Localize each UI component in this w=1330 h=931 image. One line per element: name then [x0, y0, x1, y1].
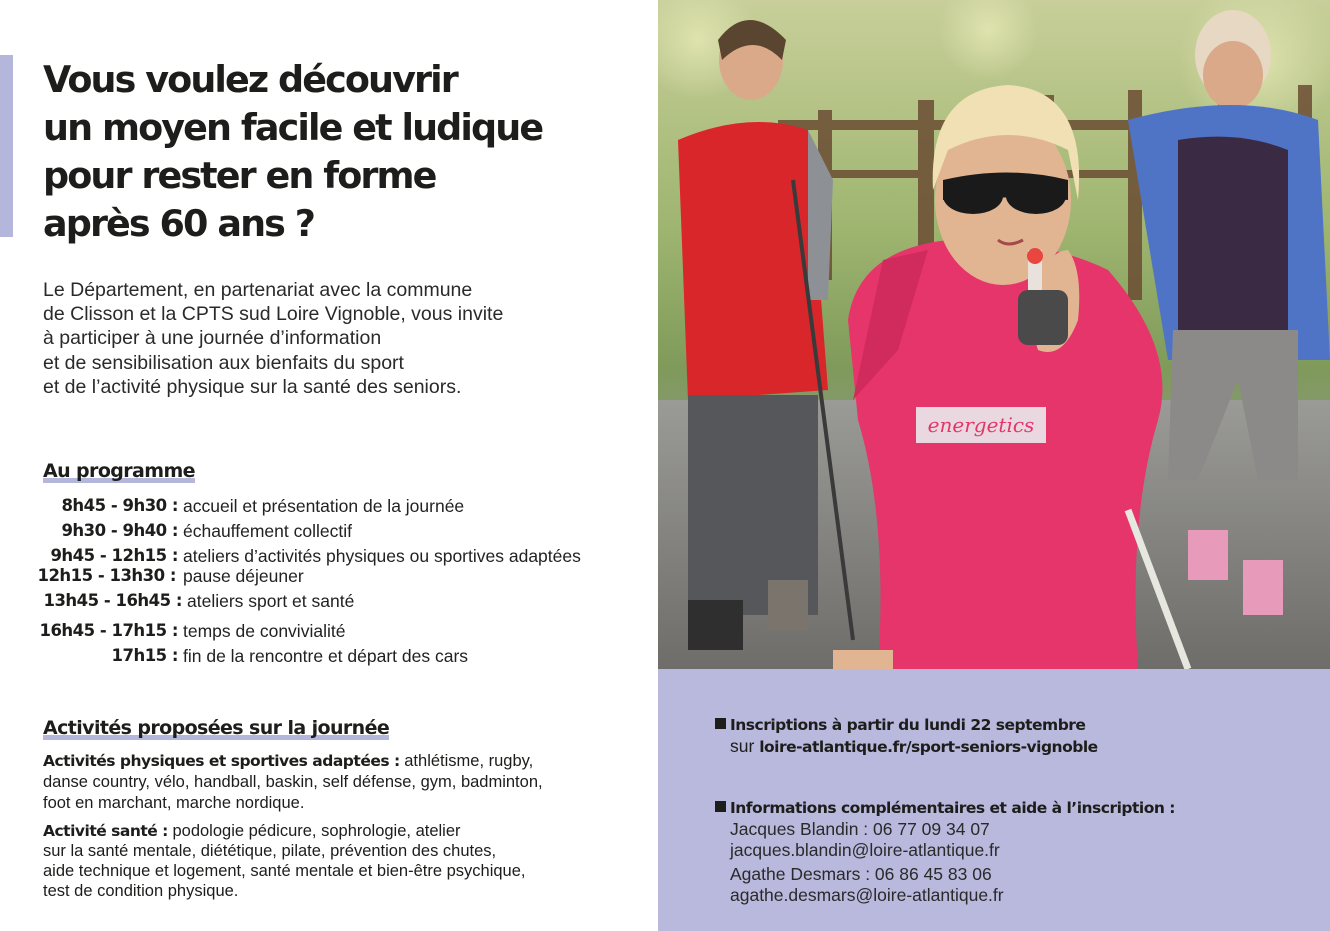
intro-line: et de l’activité physique sur la santé des seniors. [43, 375, 462, 398]
programme-time: 12h15 - 13h30 : [37, 566, 176, 585]
accent-bar [0, 55, 13, 237]
health-activities-line: test de condition physique. [43, 882, 239, 900]
physical-activities-line: foot en marchant, marche nordique. [43, 794, 305, 812]
intro-paragraph [43, 278, 603, 399]
programme-time: 8h45 - 9h30 : [61, 496, 178, 515]
programme-desc: ateliers sport et santé [187, 591, 355, 611]
health-activities-line: aide technique et logement, santé mentale et bien-être psychique, [43, 862, 526, 880]
physical-activities-line: danse country, vélo, handball, baskin, self défense, gym, badminton, [43, 773, 543, 791]
programme-desc: accueil et présentation de la journée [183, 496, 465, 516]
programme-row [0, 496, 640, 518]
programme-row [0, 521, 640, 543]
activities-title [43, 717, 389, 739]
headline-line: après 60 ans ? [43, 202, 315, 245]
headline-line: Vous voulez découvrir [43, 58, 457, 101]
programme-title [43, 460, 195, 482]
programme-desc: échauffement collectif [183, 521, 352, 541]
contact-email-link[interactable]: agathe.desmars@loire-atlantique.fr [730, 885, 1004, 905]
help-title: Informations complémentaires et aide à l’inscription : [730, 799, 1176, 817]
photo-illustration [658, 0, 1330, 669]
physical-activities-line [43, 751, 623, 772]
physical-activities-label: Activités physiques et sportives adaptées : [43, 752, 400, 770]
registration-url-link[interactable]: loire-atlantique.fr/sport-seniors-vignoble [759, 737, 1098, 756]
programme-time: 16h45 - 17h15 : [39, 621, 178, 640]
programme-row [0, 566, 640, 588]
health-activities [43, 821, 623, 901]
registration-prefix: sur [730, 735, 760, 756]
info-panel [658, 669, 1330, 931]
help-info [715, 797, 1175, 819]
programme-desc: pause déjeuner [183, 566, 304, 586]
shirt-print-text: energetics [927, 413, 1035, 437]
contact-card [730, 819, 1000, 861]
bullet-square-icon [715, 718, 726, 729]
health-activities-label: Activité santé : [43, 822, 168, 840]
intro-line: à participer à une journée d’information [43, 327, 382, 350]
headline-line: pour rester en forme [43, 154, 436, 197]
registration-url-line [715, 736, 1098, 758]
registration-info [715, 714, 1098, 757]
help-title-line [715, 797, 1175, 819]
programme-time: 17h15 : [111, 646, 178, 665]
nordic-walking-photo [658, 0, 1330, 669]
programme-row [0, 591, 640, 613]
programme-time: 13h45 - 16h45 : [43, 591, 182, 610]
contact-name-phone: Jacques Blandin : 06 77 09 34 07 [730, 819, 990, 839]
registration-title: Inscriptions à partir du lundi 22 septembre [730, 716, 1086, 734]
contact-card [730, 864, 1004, 906]
contact-name-phone: Agathe Desmars : 06 86 45 83 06 [730, 864, 992, 884]
programme-desc: fin de la rencontre et départ des cars [183, 646, 469, 666]
programme-row [0, 646, 640, 668]
health-activities-line: sur la santé mentale, diététique, pilate, prévention des chutes, [43, 842, 497, 860]
bullet-square-icon [715, 801, 726, 812]
headline-line: un moyen facile et ludique [43, 106, 543, 149]
intro-line: Le Département, en partenariat avec la commune [43, 279, 473, 301]
health-activities-line [43, 821, 623, 841]
programme-row [0, 546, 640, 568]
programme-time: 9h45 - 12h15 : [50, 546, 178, 565]
intro-line: de Clisson et la CPTS sud Loire Vignoble, vous invite [43, 303, 504, 326]
intro-line: et de sensibilisation aux bienfaits du sport [43, 351, 404, 374]
programme-desc: ateliers d’activités physiques ou sportives adaptées [183, 546, 581, 566]
programme-desc: temps de convivialité [183, 621, 346, 641]
programme-title-text: Au programme [43, 460, 195, 482]
health-activities-text: podologie pédicure, sophrologie, atelier [167, 822, 461, 840]
contact-email-link[interactable]: jacques.blandin@loire-atlantique.fr [730, 840, 1000, 860]
programme-time: 9h30 - 9h40 : [61, 521, 178, 540]
activities-title-text: Activités proposées sur la journée [43, 717, 390, 739]
physical-activities [43, 751, 623, 814]
headline [43, 56, 643, 248]
programme-row [0, 621, 640, 643]
physical-activities-text: athlétisme, rugby, [399, 752, 534, 770]
registration-title-line [715, 714, 1098, 736]
